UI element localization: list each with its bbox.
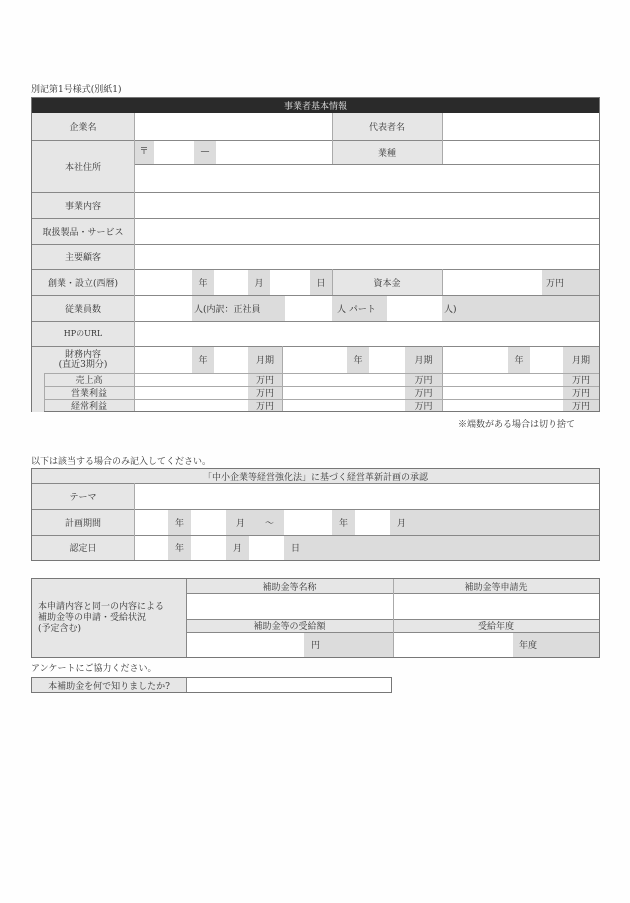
- subsidy-name-field[interactable]: [186, 593, 393, 619]
- theme-label: テーマ: [32, 483, 134, 509]
- subsidy-label-line3: (予定含む): [38, 623, 82, 634]
- period2-month-field[interactable]: [369, 346, 405, 373]
- founded-day-field[interactable]: [270, 269, 310, 295]
- finance-label: [32, 346, 134, 373]
- optional-instruction: 以下は該当する場合のみ記入してください。: [31, 457, 212, 467]
- ord-profit-p3-unit: 万円: [563, 399, 599, 411]
- theme-field[interactable]: [134, 483, 599, 509]
- subsidy-year-header: 受給年度: [393, 619, 599, 632]
- employees-total-field[interactable]: [134, 295, 192, 321]
- business-label: 事業内容: [32, 192, 134, 218]
- employees-part-field[interactable]: [387, 295, 442, 321]
- subsidy-name-header: 補助金等名称: [186, 579, 393, 593]
- subsidy-table: [31, 578, 600, 658]
- basic-info-table: [31, 97, 600, 412]
- survey-table: [31, 677, 392, 693]
- ord-profit-p1-field[interactable]: [134, 399, 248, 411]
- employees-label: 従業員数: [32, 295, 134, 321]
- rounding-note: ※端数がある場合は切り捨て: [458, 420, 576, 430]
- company-name-field[interactable]: [134, 113, 332, 140]
- employees-breakdown-label: 人(内訳：正社員: [192, 295, 285, 321]
- employees-part-label: 人 パート: [332, 295, 387, 321]
- sales-p2-unit: 万円: [405, 373, 442, 386]
- address-field[interactable]: [134, 165, 599, 192]
- subsidy-label-line1: 本申請内容と同一の内容による: [38, 601, 165, 612]
- founded-year-field[interactable]: [134, 269, 192, 295]
- subsidy-label: [32, 579, 186, 657]
- approval-year-field[interactable]: [134, 535, 168, 560]
- period-start-month-text: 月: [235, 518, 245, 529]
- postal-code-1[interactable]: [154, 140, 194, 164]
- form-id: 別記第1号様式(別紙1): [31, 85, 122, 95]
- subsidy-amount-field[interactable]: [186, 632, 304, 657]
- period-start-year-unit: 年: [168, 509, 191, 535]
- subsidy-label-line2: 補助金等の申請・受給状況: [38, 612, 147, 623]
- founded-year-unit: 年: [192, 269, 214, 295]
- sales-p3-unit: 万円: [563, 373, 599, 386]
- industry-field[interactable]: [442, 140, 599, 164]
- finance-row-label: 営業利益: [44, 386, 134, 399]
- period-end-month-field[interactable]: [355, 509, 390, 535]
- survey-instruction: アンケートにご協力ください。: [31, 664, 157, 674]
- period-label: 計画期間: [32, 509, 134, 535]
- period1-month-field[interactable]: [214, 346, 248, 373]
- period-end-year-field[interactable]: [284, 509, 332, 535]
- finance-row-label: 売上高: [44, 373, 134, 386]
- subsidy-year-field[interactable]: [393, 632, 513, 657]
- period-end-year-unit: 年: [332, 509, 355, 535]
- subsidy-destination-header: 補助金等申請先: [393, 579, 599, 593]
- finance-label-line1: 財務内容: [64, 349, 101, 360]
- plan-header: 「中小企業等経営強化法」に基づく経営革新計画の承認: [32, 469, 599, 483]
- op-profit-p1-unit: 万円: [248, 386, 282, 399]
- sales-p1-unit: 万円: [248, 373, 282, 386]
- capital-unit: 万円: [542, 269, 599, 295]
- employees-regular-field[interactable]: [285, 295, 332, 321]
- subsidy-amount-unit: 円: [304, 632, 393, 657]
- approval-day-unit: 日: [284, 535, 599, 560]
- op-profit-p3-field[interactable]: [442, 386, 563, 399]
- postal-code-2[interactable]: [216, 140, 332, 164]
- postal-mark: 〒: [134, 140, 154, 164]
- period1-year-field[interactable]: [134, 346, 192, 373]
- period3-month-unit: 月期: [563, 346, 599, 373]
- survey-answer-field[interactable]: [187, 678, 391, 692]
- period-start-month-unit: [226, 509, 284, 535]
- finance-label-line2: (直近3期分): [58, 359, 108, 370]
- products-label: 取扱製品・サービス: [32, 218, 134, 244]
- approval-month-field[interactable]: [191, 535, 226, 560]
- op-profit-p1-field[interactable]: [134, 386, 248, 399]
- founded-label: 創業・設立(西暦): [32, 269, 134, 295]
- approval-month-unit: 月: [226, 535, 249, 560]
- customers-field[interactable]: [134, 244, 599, 269]
- hp-url-label: HPのURL: [32, 321, 134, 346]
- subsidy-destination-field[interactable]: [393, 593, 599, 619]
- hp-url-field[interactable]: [134, 321, 599, 346]
- founded-day-unit: 日: [310, 269, 332, 295]
- subsidy-year-unit: 年度: [513, 632, 599, 657]
- customers-label: 主要顧客: [32, 244, 134, 269]
- approval-year-unit: 年: [168, 535, 191, 560]
- approval-day-field[interactable]: [249, 535, 284, 560]
- ord-profit-p3-field[interactable]: [442, 399, 563, 411]
- finance-row-label: 経常利益: [44, 399, 134, 411]
- sales-p3-field[interactable]: [442, 373, 563, 386]
- period-start-month-field[interactable]: [191, 509, 226, 535]
- products-field[interactable]: [134, 218, 599, 244]
- approval-label: 認定日: [32, 535, 134, 560]
- ord-profit-p2-field[interactable]: [282, 399, 405, 411]
- period1-month-unit: 月期: [248, 346, 282, 373]
- employees-close-label: 人): [442, 295, 599, 321]
- subsidy-amount-header: 補助金等の受給額: [186, 619, 393, 632]
- period3-year-unit: 年: [508, 346, 530, 373]
- op-profit-p3-unit: 万円: [563, 386, 599, 399]
- period-end-month-unit: 月: [390, 509, 599, 535]
- basic-info-header: 事業者基本情報: [32, 98, 599, 113]
- plan-table: [31, 468, 600, 561]
- survey-question: 本補助金を何で知りましたか?: [32, 678, 186, 692]
- capital-field[interactable]: [442, 269, 542, 295]
- address-label: 本社住所: [32, 140, 134, 192]
- period2-year-unit: 年: [347, 346, 369, 373]
- period1-year-unit: 年: [192, 346, 214, 373]
- ord-profit-p2-unit: 万円: [405, 399, 442, 411]
- postal-dash: —: [194, 140, 216, 164]
- period2-year-field[interactable]: [282, 346, 347, 373]
- op-profit-p2-field[interactable]: [282, 386, 405, 399]
- sales-p2-field[interactable]: [282, 373, 405, 386]
- period-start-year-field[interactable]: [134, 509, 168, 535]
- representative-field[interactable]: [442, 113, 599, 140]
- business-field[interactable]: [134, 192, 599, 218]
- period-tilde: ～: [264, 518, 274, 529]
- finance-indent: [32, 373, 44, 412]
- founded-month-unit: 月: [248, 269, 270, 295]
- period3-year-field[interactable]: [442, 346, 508, 373]
- sales-p1-field[interactable]: [134, 373, 248, 386]
- representative-label: 代表者名: [332, 113, 442, 140]
- company-name-label: 企業名: [32, 113, 134, 140]
- industry-label: 業種: [332, 140, 442, 164]
- capital-label: 資本金: [332, 269, 442, 295]
- ord-profit-p1-unit: 万円: [248, 399, 282, 411]
- founded-month-field[interactable]: [214, 269, 248, 295]
- op-profit-p2-unit: 万円: [405, 386, 442, 399]
- period2-month-unit: 月期: [405, 346, 442, 373]
- period3-month-field[interactable]: [530, 346, 563, 373]
